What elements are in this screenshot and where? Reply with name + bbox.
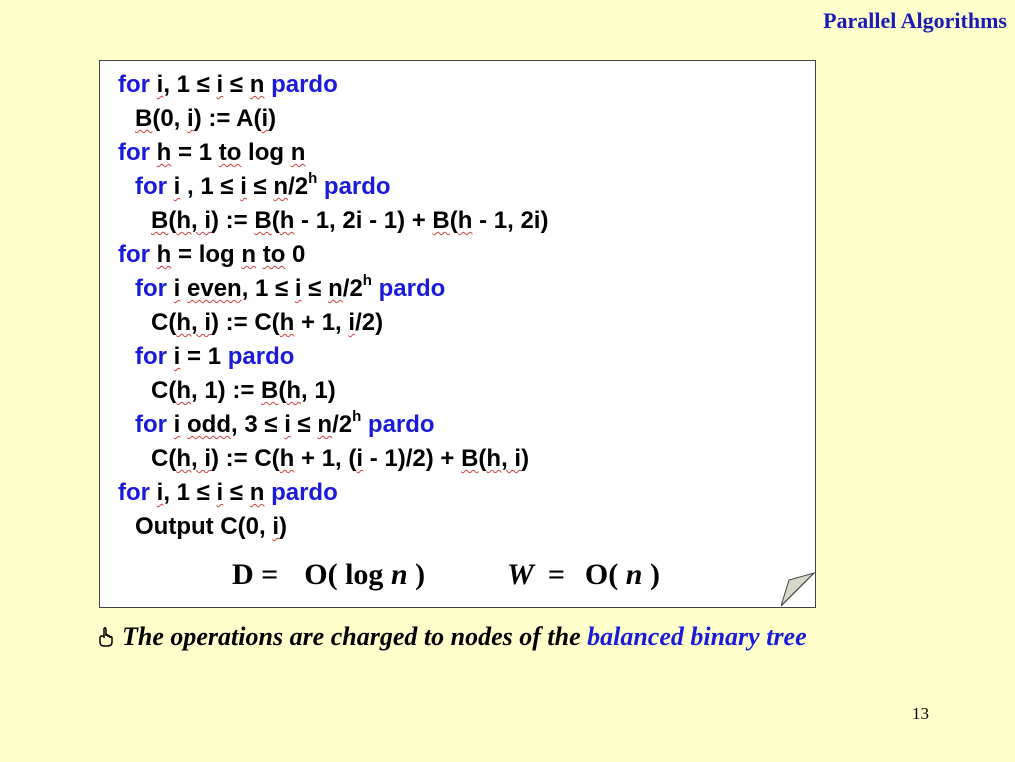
code-token: i bbox=[240, 173, 247, 200]
work-eq: = bbox=[547, 558, 565, 591]
code-keyword: for bbox=[118, 241, 157, 268]
code-token: B bbox=[461, 445, 479, 472]
depth-label: D = bbox=[232, 558, 279, 591]
code-token: + 1, bbox=[294, 309, 349, 336]
code-keyword: for bbox=[118, 139, 157, 166]
code-superscript: h bbox=[362, 272, 372, 289]
page-curl-icon bbox=[781, 572, 815, 607]
code-token: i bbox=[216, 71, 224, 98]
code-token: - 1)/2) + bbox=[363, 445, 462, 472]
code-token: B bbox=[254, 207, 272, 234]
code-line bbox=[118, 408, 548, 442]
code-token: ( bbox=[278, 377, 287, 404]
code-line bbox=[118, 476, 548, 510]
bullet-note bbox=[96, 622, 807, 652]
code-token: i bbox=[173, 343, 181, 370]
code-token: log bbox=[241, 139, 291, 166]
code-token: ) := C( bbox=[211, 309, 280, 336]
code-token: ≤ bbox=[301, 275, 329, 302]
code-line bbox=[118, 238, 548, 272]
work-label: W bbox=[507, 558, 534, 591]
code-token: B bbox=[261, 377, 279, 404]
code-keyword: for bbox=[118, 71, 157, 98]
code-token: h, i bbox=[176, 207, 212, 234]
code-token: , 1 ≤ bbox=[163, 479, 217, 506]
code-token: h bbox=[279, 309, 295, 336]
code-line bbox=[118, 136, 548, 170]
code-line bbox=[118, 510, 548, 544]
bullet-text: The operations are charged to nodes of the bbox=[122, 622, 588, 651]
code-token: to bbox=[218, 139, 242, 166]
pointing-hand-icon bbox=[96, 626, 118, 648]
code-token: i bbox=[156, 71, 164, 98]
code-token: Output C(0, bbox=[135, 513, 273, 540]
code-keyword: for bbox=[135, 275, 174, 302]
code-token bbox=[256, 241, 263, 268]
code-token bbox=[180, 411, 187, 438]
code-token: - 1, 2i - 1) + bbox=[294, 207, 433, 234]
code-token: i bbox=[294, 275, 302, 302]
code-token: B bbox=[151, 207, 169, 234]
code-token: h bbox=[457, 207, 473, 234]
code-keyword: pardo bbox=[227, 343, 295, 370]
code-token: n bbox=[290, 139, 306, 166]
code-keyword: pardo bbox=[264, 479, 338, 506]
code-token: i bbox=[156, 479, 164, 506]
code-token: ) bbox=[278, 513, 287, 540]
code-keyword: for bbox=[118, 479, 157, 506]
code-token: ≤ bbox=[223, 479, 250, 506]
pseudocode-block bbox=[118, 68, 548, 544]
code-token: h bbox=[279, 207, 295, 234]
code-token: i bbox=[187, 105, 194, 132]
code-token: i bbox=[216, 479, 224, 506]
code-token: B bbox=[432, 207, 450, 234]
complexity-line bbox=[232, 558, 660, 592]
code-token: 0 bbox=[285, 241, 306, 268]
code-token: , 3 ≤ bbox=[231, 411, 285, 438]
code-token: ( bbox=[168, 207, 177, 234]
code-line bbox=[118, 102, 548, 136]
code-token: odd bbox=[187, 411, 231, 438]
work-value: O( n ) bbox=[584, 558, 660, 591]
code-token: even bbox=[187, 275, 242, 302]
code-token: i bbox=[348, 309, 356, 336]
code-token: /2 bbox=[332, 411, 353, 438]
code-token: n bbox=[241, 241, 257, 268]
code-token: ) := bbox=[211, 207, 255, 234]
code-line bbox=[118, 170, 548, 204]
code-token: /2 bbox=[288, 173, 309, 200]
code-token: h bbox=[156, 139, 172, 166]
code-token: ≤ bbox=[290, 411, 318, 438]
code-token bbox=[180, 275, 187, 302]
code-token: ) bbox=[268, 105, 277, 132]
code-token: i bbox=[173, 411, 181, 438]
code-token: , 1) bbox=[301, 377, 336, 404]
code-token: C( bbox=[151, 309, 177, 336]
code-keyword: pardo bbox=[361, 411, 435, 438]
code-token: ) := A( bbox=[193, 105, 262, 132]
code-token: = 1 bbox=[180, 343, 228, 370]
code-token: /2) bbox=[355, 309, 384, 336]
code-line bbox=[118, 340, 548, 374]
code-token: n bbox=[317, 411, 333, 438]
code-token: ( bbox=[478, 445, 487, 472]
code-token: B bbox=[135, 105, 153, 132]
code-token: i bbox=[284, 411, 291, 438]
code-keyword: pardo bbox=[317, 173, 391, 200]
code-token: ( bbox=[271, 207, 280, 234]
code-line bbox=[118, 442, 548, 476]
bullet-highlight: balanced binary tree bbox=[587, 622, 807, 651]
code-token: ≤ bbox=[246, 173, 274, 200]
code-line bbox=[118, 306, 548, 340]
code-token: h bbox=[176, 377, 191, 404]
code-token: /2 bbox=[342, 275, 363, 302]
code-token: , 1 ≤ bbox=[163, 71, 217, 98]
depth-value: O( log n ) bbox=[304, 558, 426, 591]
code-token: C( bbox=[151, 377, 177, 404]
code-token: = 1 bbox=[171, 139, 219, 166]
code-token: h, i bbox=[176, 445, 211, 472]
header-title: Parallel Algorithms bbox=[823, 8, 1007, 33]
code-keyword: for bbox=[135, 173, 174, 200]
code-token: n bbox=[273, 173, 289, 200]
code-token: ) bbox=[521, 445, 530, 472]
code-keyword: pardo bbox=[264, 71, 338, 98]
code-token: - 1, 2i) bbox=[472, 207, 549, 234]
code-token: ) := C( bbox=[211, 445, 280, 472]
code-token: h bbox=[279, 445, 295, 472]
code-token: ≤ bbox=[223, 71, 250, 98]
code-token: (0, bbox=[152, 105, 188, 132]
code-token: to bbox=[262, 241, 286, 268]
code-token: h, i bbox=[486, 445, 522, 472]
code-line bbox=[118, 272, 548, 306]
code-superscript: h bbox=[352, 408, 362, 425]
code-token: n bbox=[328, 275, 343, 302]
code-line bbox=[118, 68, 548, 102]
code-token: h bbox=[286, 377, 302, 404]
code-keyword: pardo bbox=[371, 275, 446, 302]
code-token: ( bbox=[449, 207, 458, 234]
code-keyword: for bbox=[135, 411, 174, 438]
code-token: i bbox=[173, 173, 181, 200]
code-token: C( bbox=[151, 445, 177, 472]
code-token: h, i bbox=[176, 309, 211, 336]
code-token: , 1) := bbox=[191, 377, 262, 404]
code-token: = log bbox=[171, 241, 242, 268]
code-token: i bbox=[356, 445, 364, 472]
code-token: n bbox=[249, 479, 265, 506]
code-token: i bbox=[272, 513, 279, 540]
code-superscript: h bbox=[308, 170, 318, 187]
code-line bbox=[118, 374, 548, 408]
code-token: n bbox=[249, 71, 265, 98]
page-number: 13 bbox=[912, 704, 929, 723]
code-keyword: for bbox=[135, 343, 174, 370]
code-token: + 1, ( bbox=[294, 445, 357, 472]
code-token: i bbox=[261, 105, 269, 132]
code-token: , 1 ≤ bbox=[241, 275, 295, 302]
code-token: i bbox=[173, 275, 181, 302]
code-token: , 1 ≤ bbox=[180, 173, 241, 200]
code-token: h bbox=[156, 241, 172, 268]
code-line bbox=[118, 204, 548, 238]
